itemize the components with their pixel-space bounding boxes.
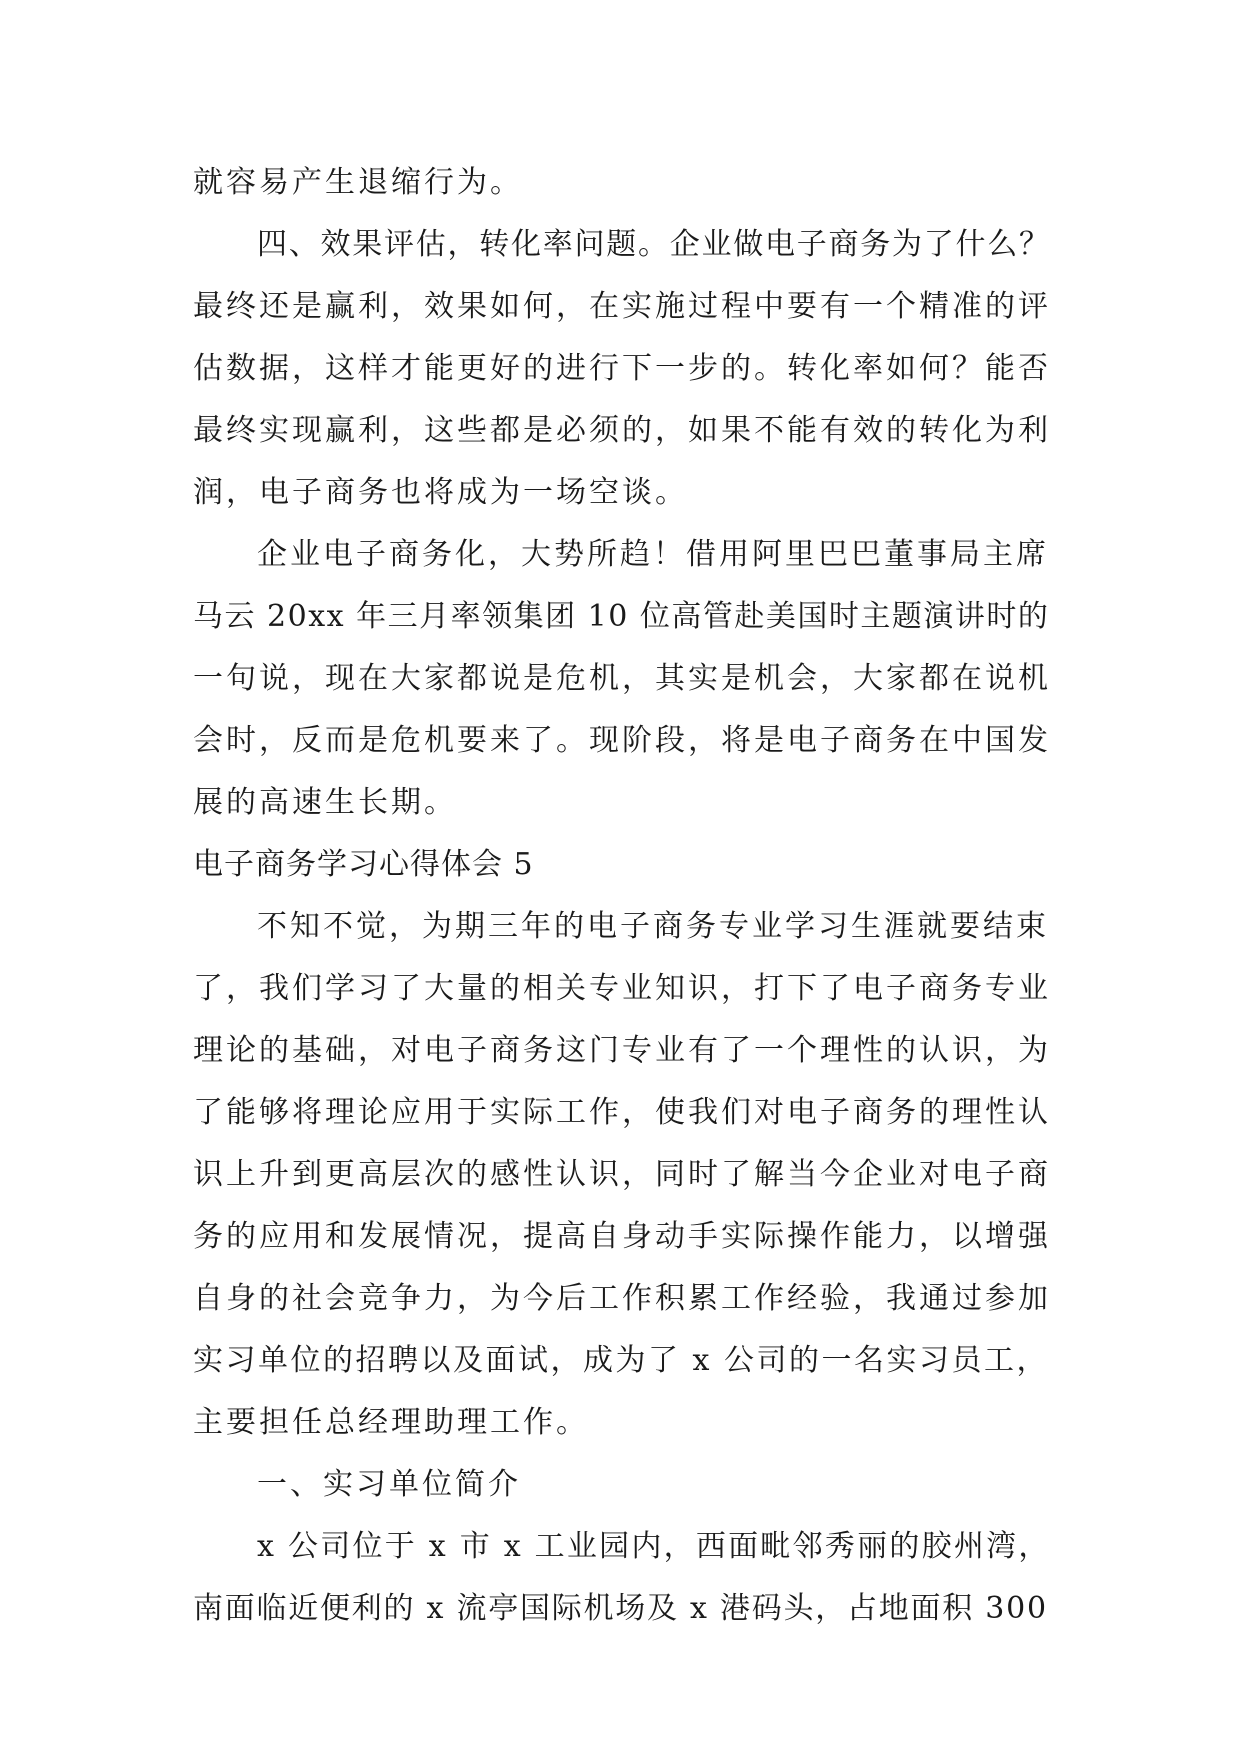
text-line-6: 润，电子商务也将成为一场空谈。 bbox=[193, 475, 688, 510]
text-line-13: 不知不觉，为期三年的电子商务专业学习生涯就要结束 bbox=[257, 909, 1049, 944]
text-line-7: 企业电子商务化，大势所趋！借用阿里巴巴董事局主席 bbox=[257, 537, 1049, 572]
text-line-5: 最终实现赢利，这些都是必须的，如果不能有效的转化为利 bbox=[193, 413, 1051, 448]
text-line-21: 主要担任总经理助理工作。 bbox=[193, 1405, 589, 1440]
text-line-3: 最终还是赢利，效果如何，在实施过程中要有一个精准的评 bbox=[193, 289, 1051, 324]
text-line-2: 四、效果评估，转化率问题。企业做电子商务为了什么？ bbox=[257, 227, 1051, 262]
subsection-heading: 一、实习单位简介 bbox=[257, 1467, 521, 1502]
text-line-8: 马云 20xx 年三月率领集团 10 位高管赴美国时主题演讲时的 bbox=[193, 599, 1050, 634]
text-line-4: 估数据，这样才能更好的进行下一步的。转化率如何？能否 bbox=[193, 351, 1051, 386]
text-line-1: 就容易产生退缩行为。 bbox=[193, 165, 523, 200]
text-line-14: 了，我们学习了大量的相关专业知识，打下了电子商务专业 bbox=[193, 971, 1051, 1006]
document-body bbox=[193, 152, 1053, 1640]
text-line-9: 一句说，现在大家都说是危机，其实是机会，大家都在说机 bbox=[193, 661, 1051, 696]
text-line-19: 自身的社会竞争力，为今后工作积累工作经验，我通过参加 bbox=[193, 1281, 1051, 1316]
text-line-18: 务的应用和发展情况，提高自身动手实际操作能力，以增强 bbox=[193, 1219, 1051, 1254]
section-heading: 电子商务学习心得体会 5 bbox=[193, 847, 534, 882]
text-line-11: 展的高速生长期。 bbox=[193, 785, 457, 820]
text-line-16: 了能够将理论应用于实际工作，使我们对电子商务的理性认 bbox=[193, 1095, 1051, 1130]
text-line-23: x 公司位于 x 市 x 工业园内，西面毗邻秀丽的胶州湾， bbox=[257, 1529, 1051, 1564]
text-line-17: 识上升到更高层次的感性认识，同时了解当今企业对电子商 bbox=[193, 1157, 1051, 1192]
text-line-15: 理论的基础，对电子商务这门专业有了一个理性的认识，为 bbox=[193, 1033, 1051, 1068]
text-line-10: 会时，反而是危机要来了。现阶段，将是电子商务在中国发 bbox=[193, 723, 1051, 758]
text-line-24: 南面临近便利的 x 流亭国际机场及 x 港码头，占地面积 300 bbox=[193, 1591, 1048, 1626]
text-line-20: 实习单位的招聘以及面试，成为了 x 公司的一名实习员工， bbox=[193, 1343, 1049, 1378]
